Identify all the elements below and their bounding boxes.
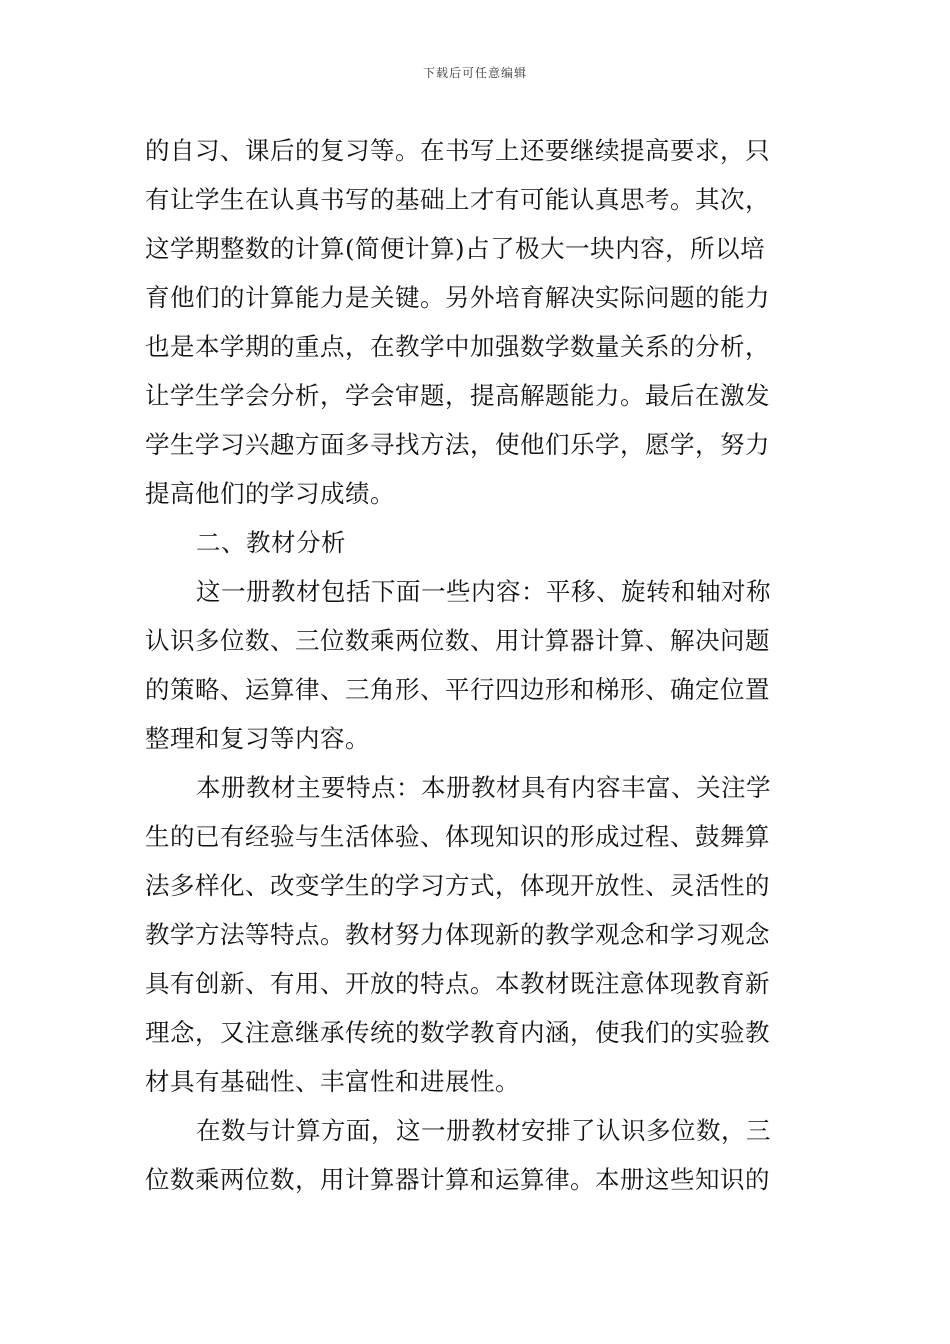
- text-line: 有让学生在认真书写的基础上才有可能认真思考。其次，: [145, 185, 770, 214]
- text-line: 整理和复习等内容。: [145, 724, 370, 753]
- text-line: 的自习、课后的复习等。在书写上还要继续提高要求，只: [145, 136, 770, 165]
- text-line: 育他们的计算能力是关键。另外培育解决实际问题的能力: [145, 283, 770, 312]
- section-heading: 二、教材分析: [196, 528, 346, 557]
- page-header: 下载后可任意编辑: [422, 66, 527, 80]
- text-line: 生的已有经验与生活体验、体现知识的形成过程、鼓舞算: [145, 822, 770, 851]
- text-line: 教学方法等特点。教材努力体现新的教学观念和学习观念: [145, 920, 770, 949]
- text-line: 提高他们的学习成绩。: [145, 479, 395, 508]
- text-line: 这一册教材包括下面一些内容：平移、旋转和轴对称: [196, 577, 771, 606]
- text-line: 也是本学期的重点，在教学中加强数学数量关系的分析，: [145, 332, 770, 361]
- text-line: 具有创新、有用、开放的特点。本教材既注意体现教育新: [145, 969, 770, 998]
- text-line: 本册教材主要特点：本册教材具有内容丰富、关注学: [196, 773, 771, 802]
- text-line: 在数与计算方面，这一册教材安排了认识多位数，三: [196, 1116, 771, 1145]
- document-body: [145, 126, 807, 1204]
- text-line: 理念，又注意继承传统的数学教育内涵，使我们的实验教: [145, 1018, 770, 1047]
- text-line: 的策略、运算律、三角形、平行四边形和梯形、确定位置: [145, 675, 770, 704]
- text-line: 位数乘两位数，用计算器计算和运算律。本册这些知识的: [145, 1165, 770, 1194]
- text-line: 这学期整数的计算(简便计算)占了极大一块内容，所以培: [145, 234, 766, 263]
- text-line: 让学生学会分析，学会审题，提高解题能力。最后在激发: [145, 381, 770, 410]
- text-line: 材具有基础性、丰富性和进展性。: [145, 1067, 520, 1096]
- text-line: 学生学习兴趣方面多寻找方法，使他们乐学，愿学，努力: [145, 430, 770, 459]
- text-line: 法多样化、改变学生的学习方式，体现开放性、灵活性的: [145, 871, 770, 900]
- text-line: 认识多位数、三位数乘两位数、用计算器计算、解决问题: [145, 626, 770, 655]
